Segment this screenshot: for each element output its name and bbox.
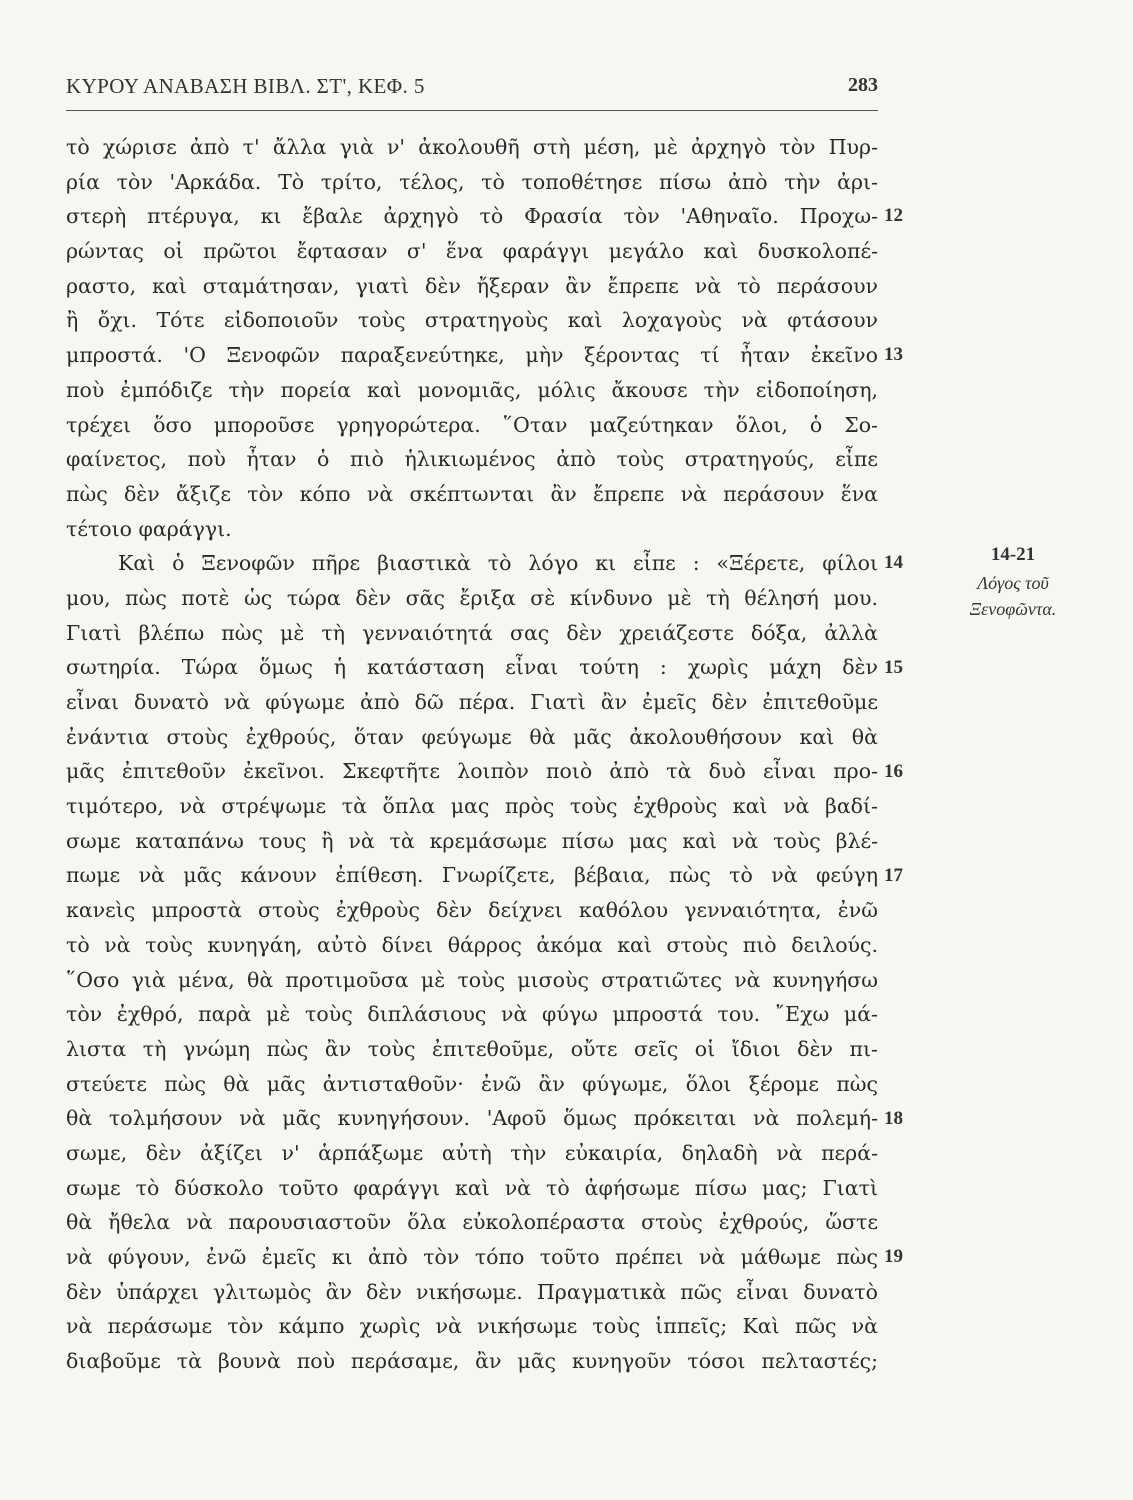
text-line: τιμότερο, νὰ στρέψωμε τὰ ὅπλα μας πρὸς τοὺς ἐχθροὺς καὶ νὰ βαδί- xyxy=(66,794,878,819)
text-line: Καὶ ὁ Ξενοφῶν πῆρε βιαστικὰ τὸ λόγο κι εἶπε : «Ξέρετε, φίλοι xyxy=(118,551,878,576)
text-line: τὸ χώρισε ἀπὸ τ' ἄλλα γιὰ ν' ἀκολουθῆ στὴ μέση, μὲ ἀρχηγὸ τὸν Πυρ- xyxy=(66,135,878,159)
section-number: 19 xyxy=(884,1246,903,1268)
text-line: νὰ φύγουν, ἐνῶ ἐμεῖς κι ἀπὸ τὸν τόπο τοῦτο πρέπει νὰ μάθωμε πὼς xyxy=(66,1245,878,1269)
section-number: 17 xyxy=(884,864,903,886)
margin-sidenote xyxy=(938,540,1088,622)
text-line: σωτηρία. Τώρα ὅμως ἡ κατάσταση εἶναι τούτη : χωρὶς μάχη δὲν xyxy=(66,655,878,680)
text-line: στερὴ πτέρυγα, κι ἔβαλε ἀρχηγὸ τὸ Φρασία τὸν 'Αθηναῖο. Προχω- xyxy=(66,204,878,229)
sidenote-title-line2: Ξενοφῶντα. xyxy=(969,599,1057,619)
text-line: νὰ περάσωμε τὸν κάμπο χωρὶς νὰ νικήσωμε τοὺς ἱππεῖς; Καὶ πῶς νὰ xyxy=(66,1314,878,1339)
text-line: μου, πὼς ποτὲ ὡς τώρα δὲν σᾶς ἔριξα σὲ κίνδυνο μὲ τὴ θέλησή μου. xyxy=(66,585,878,610)
body-text xyxy=(66,130,878,1413)
text-line: ποὺ ἐμπόδιζε τὴν πορεία καὶ μονομιᾶς, μόλις ἄκουσε τὴν εἰδοποίηση, xyxy=(66,377,878,402)
text-line: τὸ νὰ τοὺς κυνηγάη, αὐτὸ δίνει θάρρος ἀκόμα καὶ στοὺς πιὸ δειλούς. xyxy=(66,932,878,957)
text-line: τέτοιο φαράγγι. xyxy=(66,516,232,541)
page-number: 283 xyxy=(848,74,878,96)
text-line: πωμε νὰ μᾶς κάνουν ἐπίθεση. Γνωρίζετε, βέβαια, πὼς τὸ νὰ φεύγη xyxy=(66,863,878,888)
text-line: ρία τὸν 'Αρκάδα. Τὸ τρίτο, τέλος, τὸ τοποθέτησε πίσω ἀπὸ τὴν ἀρι- xyxy=(66,169,878,194)
text-line: Γιατὶ βλέπω πὼς μὲ τὴ γενναιότητά σας δὲν χρειάζεστε δόξα, ἀλλὰ xyxy=(66,620,878,645)
text-line: πὼς δὲν ἄξιζε τὸν κόπο νὰ σκέπτωνται ἂν ἔπρεπε νὰ περάσουν ἕνα xyxy=(66,481,878,506)
text-line: σωμε καταπάνω τους ἢ νὰ τὰ κρεμάσωμε πίσω μας καὶ νὰ τοὺς βλέ- xyxy=(66,828,878,853)
sidenote-range: 14-21 xyxy=(990,544,1036,565)
running-head: ΚΥΡΟΥ ΑΝΑΒΑΣΗ ΒΙΒΛ. ΣΤ', ΚΕΦ. 5 xyxy=(66,74,425,98)
text-line: κανεὶς μπροστὰ στοὺς ἐχθροὺς δὲν δείχνει καθόλου γενναιότητα, ἐνῶ xyxy=(66,898,878,923)
text-line: θὰ τολμήσουν νὰ μᾶς κυνηγήσουν. 'Αφοῦ ὅμως πρόκειται νὰ πολεμή- xyxy=(66,1106,878,1131)
text-line: σωμε τὸ δύσκολο τοῦτο φαράγγι καὶ νὰ τὸ ἀφήσωμε πίσω μας; Γιατὶ xyxy=(66,1175,878,1200)
text-line: τὸν ἐχθρό, παρὰ μὲ τοὺς διπλάσιους νὰ φύγω μπροστά του. ῎Εχω μά- xyxy=(66,1002,878,1027)
text-line: ἐνάντια στοὺς ἐχθρούς, ὅταν φεύγωμε θὰ μᾶς ἀκολουθήσουν καὶ θὰ xyxy=(66,724,878,749)
header-rule xyxy=(66,110,878,111)
text-line: σωμε, δὲν ἀξίζει ν' ἁρπάξωμε αὐτὴ τὴν εὐκαιρία, δηλαδὴ νὰ περά- xyxy=(66,1140,878,1165)
text-line: λιστα τὴ γνώμη πὼς ἂν τοὺς ἐπιτεθοῦμε, οὔτε σεῖς οἱ ἴδιοι δὲν πι- xyxy=(66,1036,878,1061)
page-header xyxy=(66,74,878,104)
text-line: θὰ ἤθελα νὰ παρουσιαστοῦν ὅλα εὐκολοπέραστα στοὺς ἐχθρούς, ὥστε xyxy=(66,1210,878,1235)
text-line: μᾶς ἐπιτεθοῦν ἐκεῖνοι. Σκεφτῆτε λοιπὸν ποιὸ ἀπὸ τὰ δυὸ εἶναι προ- xyxy=(66,759,878,784)
section-number: 15 xyxy=(884,656,903,678)
section-number: 14 xyxy=(884,552,903,574)
text-line: στεύετε πὼς θὰ μᾶς ἀντισταθοῦν· ἐνῶ ἂν φύγωμε, ὅλοι ξέρομε πὼς xyxy=(66,1071,878,1096)
sidenote-title-line1: Λόγος τοῦ xyxy=(977,573,1049,593)
text-line: δὲν ὑπάρχει γλιτωμὸς ἂν δὲν νικήσωμε. Πραγματικὰ πῶς εἶναι δυνατὸ xyxy=(66,1279,878,1304)
text-line: μπροστά. 'Ο Ξενοφῶν παραξενεύτηκε, μὴν ξέροντας τί ἦταν ἐκεῖνο xyxy=(66,343,878,368)
text-line: εἶναι δυνατὸ νὰ φύγωμε ἀπὸ δῶ πέρα. Γιατὶ ἂν ἐμεῖς δὲν ἐπιτεθοῦμε xyxy=(66,690,878,714)
text-line: τρέχει ὅσο μποροῦσε γρηγορώτερα. ῞Οταν μαζεύτηκαν ὅλοι, ὁ Σο- xyxy=(66,412,878,437)
text-line: ἢ ὄχι. Τότε εἰδοποιοῦν τοὺς στρατηγοὺς καὶ λοχαγοὺς νὰ φτάσουν xyxy=(66,308,878,333)
section-number: 18 xyxy=(884,1107,903,1129)
section-number: 12 xyxy=(884,205,903,227)
section-number: 13 xyxy=(884,344,903,366)
text-line: φαίνετος, ποὺ ἦταν ὁ πιὸ ἡλικιωμένος ἀπὸ τοὺς στρατηγούς, εἶπε xyxy=(66,447,878,472)
text-line: ρώντας οἱ πρῶτοι ἔφτασαν σ' ἕνα φαράγγι μεγάλο καὶ δυσκολοπέ- xyxy=(66,239,878,264)
section-number: 16 xyxy=(884,760,903,782)
text-line: ῞Οσο γιὰ μένα, θὰ προτιμοῦσα μὲ τοὺς μισοὺς στρατιῶτες νὰ κυνηγήσω xyxy=(66,967,878,992)
text-line: διαβοῦμε τὰ βουνὰ ποὺ περάσαμε, ἂν μᾶς κυνηγοῦν τόσοι πελταστές; xyxy=(66,1349,878,1374)
text-line xyxy=(66,1379,878,1414)
text-line: ραστο, καὶ σταμάτησαν, γιατὶ δὲν ἤξεραν ἂν ἔπρεπε νὰ τὸ περάσουν xyxy=(66,273,878,298)
